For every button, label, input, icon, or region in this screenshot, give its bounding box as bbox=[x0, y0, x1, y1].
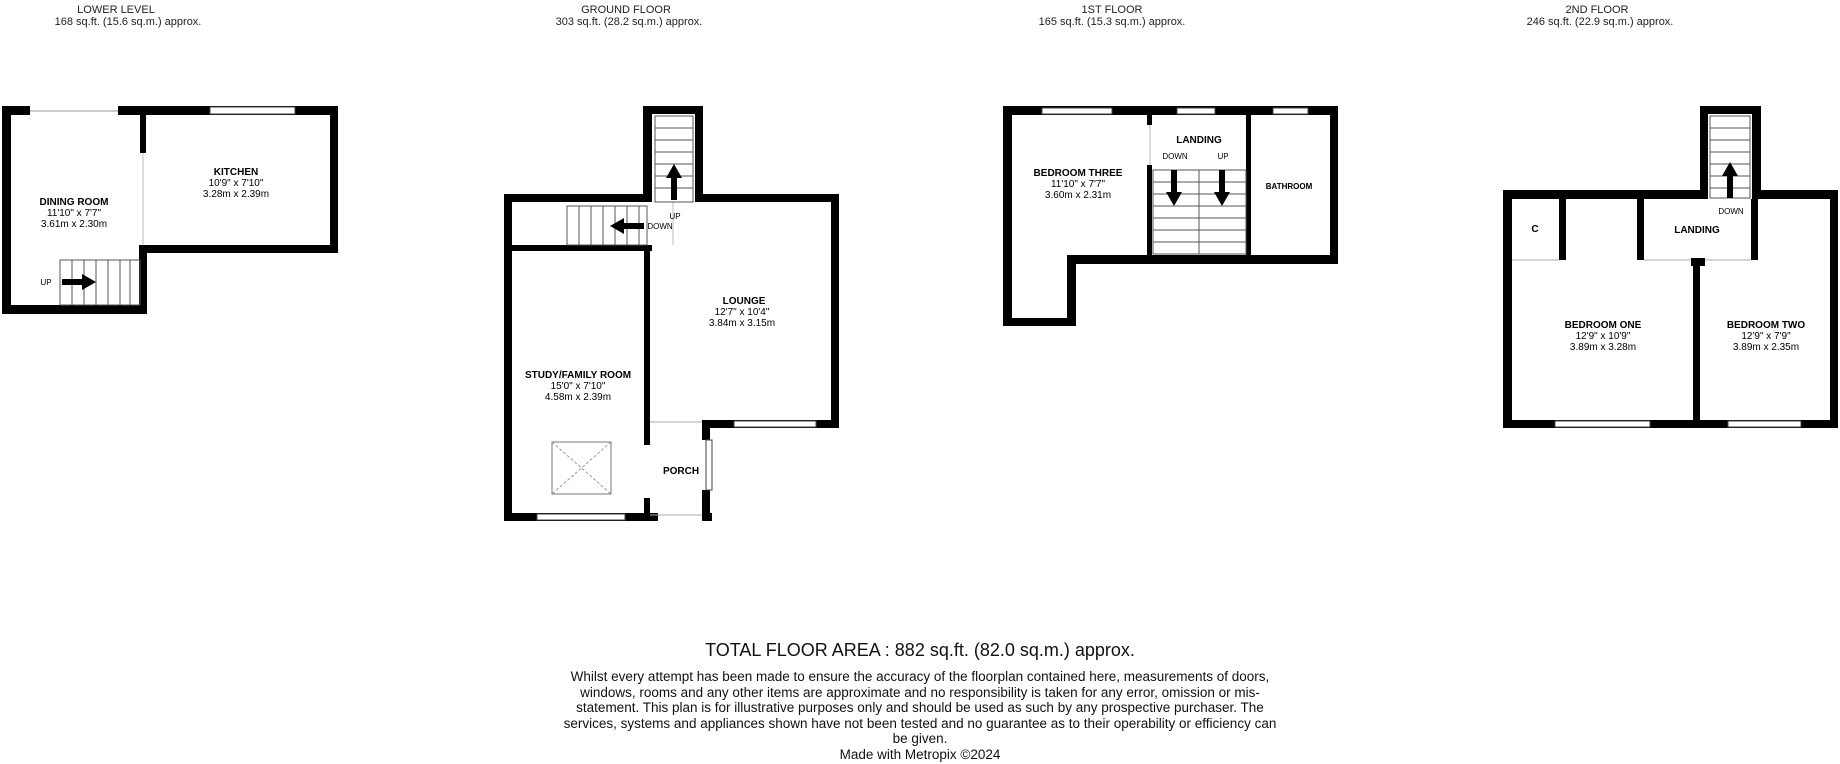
svg-text:3.61m x 2.30m: 3.61m x 2.30m bbox=[40, 219, 108, 230]
lounge-label bbox=[709, 296, 775, 329]
svg-text:3.28m x 2.39m: 3.28m x 2.39m bbox=[202, 189, 270, 200]
disclaimer-text: Whilst every attempt has been made to ensure the accuracy of the floorplan contained here, measurements of doors, windows, rooms and any other items are approximate and no responsibility is taken for any error, omission or mis-statement. This plan is for illustrative purposes only and should be used as such by any prospective purchaser. The services, systems and appliances shown have not been tested and no guarantee as to their operability or efficiency can be given. bbox=[563, 669, 1277, 746]
skylight bbox=[552, 442, 611, 494]
svg-text:BEDROOM TWO: BEDROOM TWO bbox=[1726, 320, 1806, 331]
bedroom-two-label bbox=[1727, 320, 1806, 353]
first-floor-title: 1ST FLOOR bbox=[1081, 4, 1143, 16]
svg-text:12'9" x 7'9": 12'9" x 7'9" bbox=[1741, 331, 1791, 342]
svg-text:DINING ROOM: DINING ROOM bbox=[39, 197, 109, 208]
first-floor-heading bbox=[1039, 4, 1186, 28]
floorplan-footer bbox=[560, 640, 1280, 762]
bedroom-one-label bbox=[1565, 320, 1642, 353]
dining-room-label bbox=[40, 197, 109, 230]
second-floor-area: 246 sq.ft. (22.9 sq.m.) approx. bbox=[1526, 16, 1674, 28]
second-floor-title: 2ND FLOOR bbox=[1565, 4, 1629, 16]
bathroom-label: BATHROOM bbox=[1265, 182, 1313, 191]
ground-up-label: UP bbox=[669, 212, 681, 221]
cupboard-label: C bbox=[1531, 224, 1539, 235]
first-up-label: UP bbox=[1217, 152, 1229, 161]
lower-stairs bbox=[60, 260, 140, 305]
ground-floor-heading bbox=[556, 4, 703, 28]
svg-text:KITCHEN: KITCHEN bbox=[213, 167, 259, 178]
second-landing-label: LANDING bbox=[1674, 225, 1720, 236]
ground-stairs-up bbox=[655, 116, 693, 202]
second-floor-heading bbox=[1527, 4, 1674, 28]
svg-text:4.58m x 2.39m: 4.58m x 2.39m bbox=[544, 392, 612, 403]
lower-level-area: 168 sq.ft. (15.6 sq.m.) approx. bbox=[54, 16, 202, 28]
svg-text:LOUNGE: LOUNGE bbox=[722, 296, 766, 307]
lower-level-title: LOWER LEVEL bbox=[77, 4, 155, 16]
svg-text:3.89m x 2.35m: 3.89m x 2.35m bbox=[1732, 342, 1800, 353]
kitchen-label bbox=[203, 167, 269, 200]
lower-level-plan bbox=[2, 106, 338, 314]
lower-level-heading bbox=[55, 4, 202, 28]
svg-text:10'9" x 7'10": 10'9" x 7'10" bbox=[208, 178, 264, 189]
svg-text:BEDROOM THREE: BEDROOM THREE bbox=[1033, 168, 1123, 179]
lower-up-label: UP bbox=[40, 278, 52, 287]
first-down-label: DOWN bbox=[1162, 152, 1188, 161]
svg-text:3.89m x 3.28m: 3.89m x 3.28m bbox=[1569, 342, 1637, 353]
porch-label: PORCH bbox=[662, 466, 700, 477]
ground-floor-area: 303 sq.ft. (28.2 sq.m.) approx. bbox=[555, 16, 703, 28]
first-floor-area: 165 sq.ft. (15.3 sq.m.) approx. bbox=[1038, 16, 1186, 28]
svg-text:11'10" x 7'7": 11'10" x 7'7" bbox=[1050, 179, 1106, 190]
study-label bbox=[525, 370, 631, 403]
first-landing-label: LANDING bbox=[1176, 135, 1222, 146]
total-floor-area: TOTAL FLOOR AREA : 882 sq.ft. (82.0 sq.m.) approx. bbox=[705, 640, 1135, 660]
svg-text:STUDY/FAMILY ROOM: STUDY/FAMILY ROOM bbox=[524, 370, 632, 381]
ground-stairs-down bbox=[567, 206, 647, 245]
second-floor-plan bbox=[1503, 106, 1838, 428]
first-floor-stairs bbox=[1153, 170, 1246, 254]
made-with-credit: Made with Metropix ©2024 bbox=[839, 746, 1001, 762]
svg-text:12'9" x 10'9": 12'9" x 10'9" bbox=[1575, 331, 1631, 342]
second-floor-stairs bbox=[1710, 116, 1750, 198]
bedroom-three-label bbox=[1034, 168, 1123, 201]
ground-floor-plan bbox=[504, 106, 839, 521]
svg-text:12'7" x 10'4": 12'7" x 10'4" bbox=[714, 307, 770, 318]
ground-down-label: DOWN bbox=[647, 222, 673, 231]
second-down-label: DOWN bbox=[1718, 207, 1744, 216]
svg-text:3.84m x 3.15m: 3.84m x 3.15m bbox=[708, 318, 776, 329]
ground-floor-title: GROUND FLOOR bbox=[581, 4, 671, 16]
first-floor-plan bbox=[1003, 106, 1338, 326]
svg-text:15'0" x 7'10": 15'0" x 7'10" bbox=[550, 381, 606, 392]
svg-text:11'10" x 7'7": 11'10" x 7'7" bbox=[46, 208, 102, 219]
svg-text:BEDROOM ONE: BEDROOM ONE bbox=[1564, 320, 1642, 331]
svg-text:3.60m x 2.31m: 3.60m x 2.31m bbox=[1044, 190, 1112, 201]
